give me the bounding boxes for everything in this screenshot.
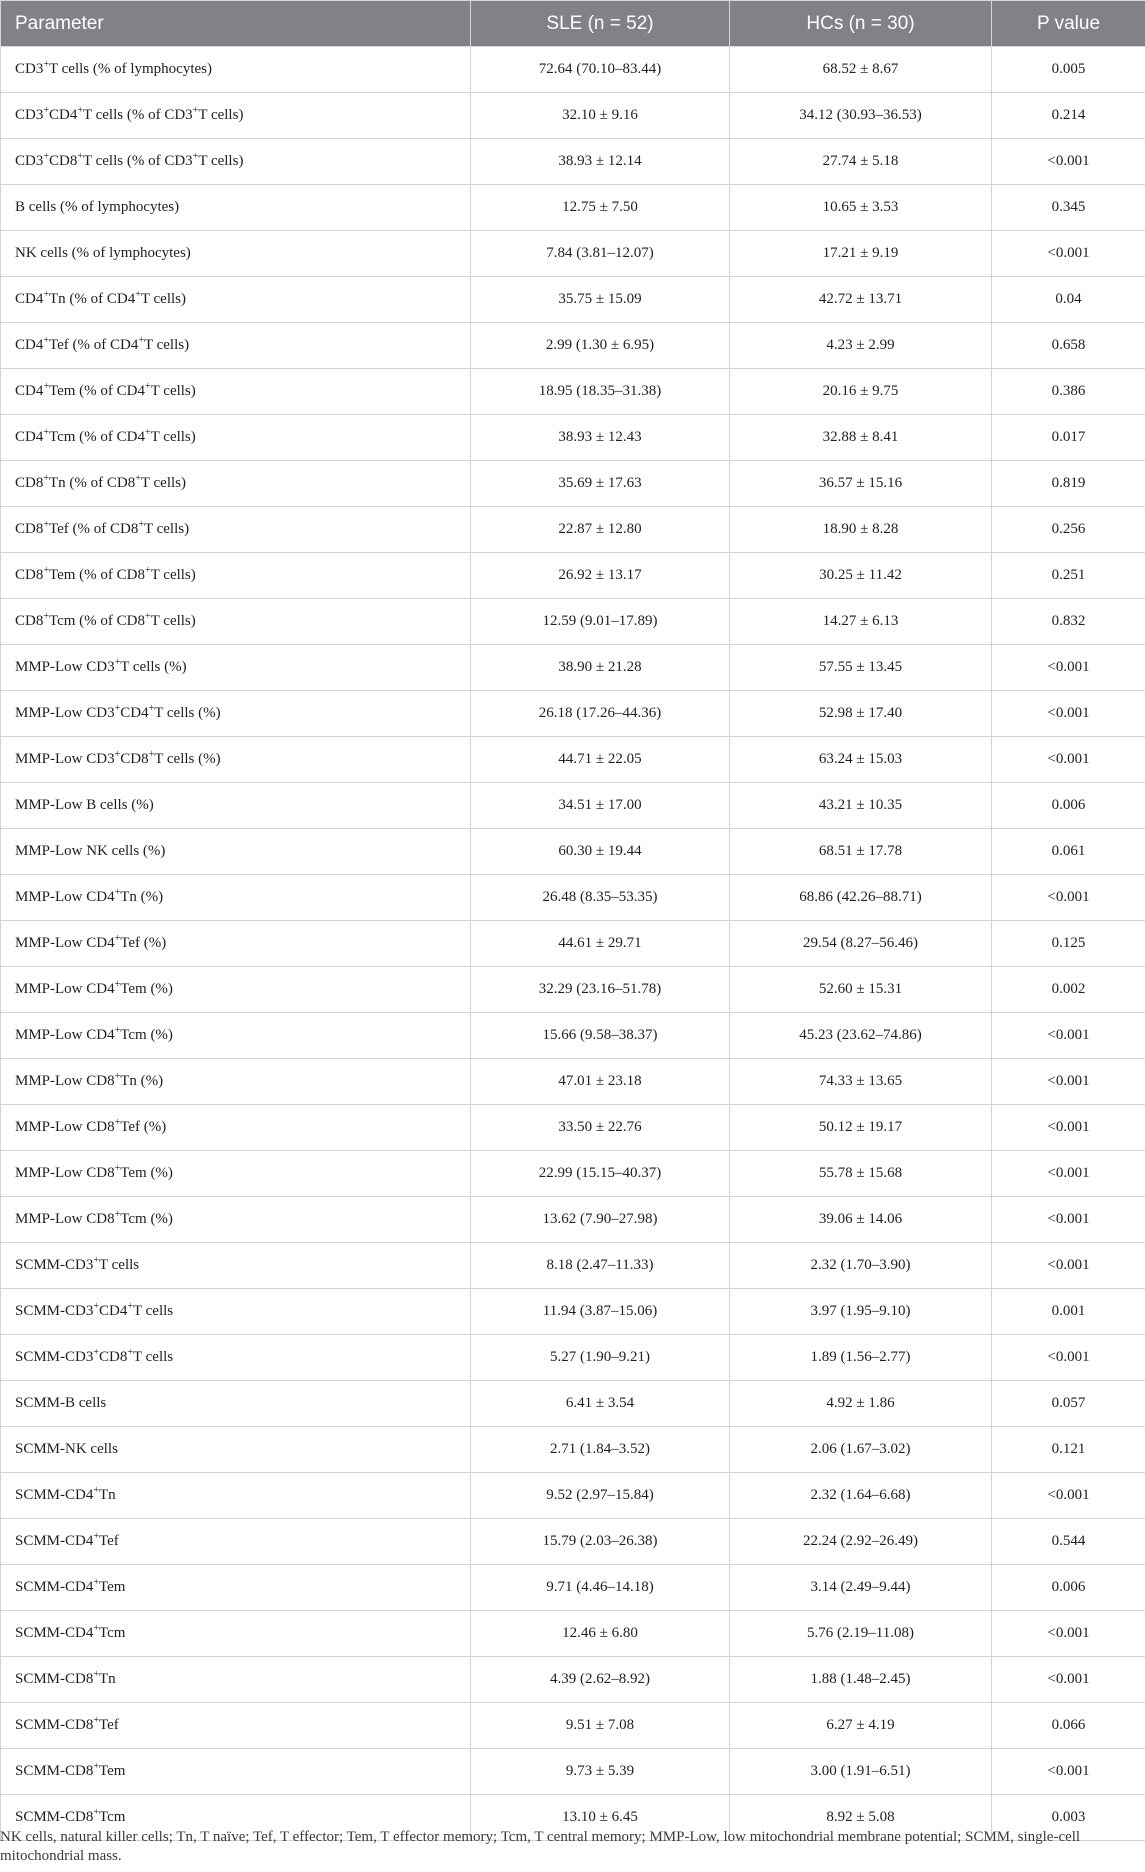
cell-parameter: CD3+T cells (% of lymphocytes)	[1, 47, 471, 93]
cell-p-value: <0.001	[992, 231, 1145, 277]
cell-sle-value: 8.18 (2.47–11.33)	[471, 1243, 730, 1289]
cell-hc-value: 29.54 (8.27–56.46)	[730, 921, 992, 967]
cell-sle-value: 9.52 (2.97–15.84)	[471, 1473, 730, 1519]
cell-sle-value: 12.75 ± 7.50	[471, 185, 730, 231]
cell-p-value: <0.001	[992, 737, 1145, 783]
cell-sle-value: 35.69 ± 17.63	[471, 461, 730, 507]
cell-sle-value: 2.99 (1.30 ± 6.95)	[471, 323, 730, 369]
table-row	[1, 461, 1145, 507]
cell-parameter: CD8+Tem (% of CD8+T cells)	[1, 553, 471, 599]
cell-p-value: <0.001	[992, 1243, 1145, 1289]
cell-sle-value: 2.71 (1.84–3.52)	[471, 1427, 730, 1473]
cell-hc-value: 22.24 (2.92–26.49)	[730, 1519, 992, 1565]
table-row	[1, 277, 1145, 323]
cell-hc-value: 3.97 (1.95–9.10)	[730, 1289, 992, 1335]
cell-p-value: <0.001	[992, 645, 1145, 691]
cell-hc-value: 2.32 (1.64–6.68)	[730, 1473, 992, 1519]
cell-hc-value: 18.90 ± 8.28	[730, 507, 992, 553]
cell-hc-value: 4.92 ± 1.86	[730, 1381, 992, 1427]
header-sle: SLE (n = 52)	[471, 1, 730, 47]
cell-p-value: <0.001	[992, 1151, 1145, 1197]
cell-parameter: MMP-Low CD3+CD4+T cells (%)	[1, 691, 471, 737]
table-row	[1, 1703, 1145, 1749]
cell-hc-value: 30.25 ± 11.42	[730, 553, 992, 599]
header-hcs: HCs (n = 30)	[730, 1, 992, 47]
cell-parameter: SCMM-CD3+CD8+T cells	[1, 1335, 471, 1381]
cell-parameter: MMP-Low CD3+CD8+T cells (%)	[1, 737, 471, 783]
cell-p-value: <0.001	[992, 139, 1145, 185]
table-row	[1, 1473, 1145, 1519]
cell-p-value: 0.006	[992, 783, 1145, 829]
cell-sle-value: 35.75 ± 15.09	[471, 277, 730, 323]
cell-hc-value: 2.06 (1.67–3.02)	[730, 1427, 992, 1473]
cell-parameter: SCMM-CD4+Tcm	[1, 1611, 471, 1657]
cell-parameter: MMP-Low CD4+Tem (%)	[1, 967, 471, 1013]
cell-hc-value: 55.78 ± 15.68	[730, 1151, 992, 1197]
cell-sle-value: 44.71 ± 22.05	[471, 737, 730, 783]
cell-hc-value: 20.16 ± 9.75	[730, 369, 992, 415]
cell-hc-value: 36.57 ± 15.16	[730, 461, 992, 507]
cell-hc-value: 68.86 (42.26–88.71)	[730, 875, 992, 921]
cell-p-value: 0.061	[992, 829, 1145, 875]
cell-sle-value: 32.29 (23.16–51.78)	[471, 967, 730, 1013]
cell-hc-value: 50.12 ± 19.17	[730, 1105, 992, 1151]
cell-hc-value: 8.92 ± 5.08	[730, 1795, 992, 1841]
cell-sle-value: 9.73 ± 5.39	[471, 1749, 730, 1795]
cell-sle-value: 26.92 ± 13.17	[471, 553, 730, 599]
cell-parameter: SCMM-CD8+Tem	[1, 1749, 471, 1795]
table-row	[1, 1519, 1145, 1565]
cell-p-value: 0.003	[992, 1795, 1145, 1841]
cell-hc-value: 32.88 ± 8.41	[730, 415, 992, 461]
cell-hc-value: 68.52 ± 8.67	[730, 47, 992, 93]
cell-hc-value: 42.72 ± 13.71	[730, 277, 992, 323]
cell-parameter: SCMM-CD8+Tcm	[1, 1795, 471, 1841]
cell-hc-value: 2.32 (1.70–3.90)	[730, 1243, 992, 1289]
cell-sle-value: 33.50 ± 22.76	[471, 1105, 730, 1151]
cell-sle-value: 15.79 (2.03–26.38)	[471, 1519, 730, 1565]
table-row	[1, 1427, 1145, 1473]
cell-p-value: 0.658	[992, 323, 1145, 369]
cell-sle-value: 5.27 (1.90–9.21)	[471, 1335, 730, 1381]
cell-sle-value: 72.64 (70.10–83.44)	[471, 47, 730, 93]
cell-p-value: 0.017	[992, 415, 1145, 461]
cell-hc-value: 27.74 ± 5.18	[730, 139, 992, 185]
cell-p-value: 0.001	[992, 1289, 1145, 1335]
table-row	[1, 231, 1145, 277]
cell-parameter: MMP-Low CD8+Tem (%)	[1, 1151, 471, 1197]
cell-sle-value: 12.59 (9.01–17.89)	[471, 599, 730, 645]
cell-hc-value: 45.23 (23.62–74.86)	[730, 1013, 992, 1059]
cell-sle-value: 15.66 (9.58–38.37)	[471, 1013, 730, 1059]
cell-parameter: MMP-Low CD8+Tcm (%)	[1, 1197, 471, 1243]
cell-p-value: <0.001	[992, 1657, 1145, 1703]
cell-p-value: 0.544	[992, 1519, 1145, 1565]
table-row	[1, 1611, 1145, 1657]
cell-sle-value: 11.94 (3.87–15.06)	[471, 1289, 730, 1335]
cell-hc-value: 14.27 ± 6.13	[730, 599, 992, 645]
cell-p-value: 0.345	[992, 185, 1145, 231]
cell-hc-value: 6.27 ± 4.19	[730, 1703, 992, 1749]
cell-parameter: MMP-Low CD3+T cells (%)	[1, 645, 471, 691]
table-row	[1, 185, 1145, 231]
cell-parameter: SCMM-CD8+Tef	[1, 1703, 471, 1749]
cell-parameter: CD8+Tn (% of CD8+T cells)	[1, 461, 471, 507]
cell-parameter: CD4+Tcm (% of CD4+T cells)	[1, 415, 471, 461]
cell-parameter: CD8+Tcm (% of CD8+T cells)	[1, 599, 471, 645]
header-row	[1, 1, 1145, 47]
cell-sle-value: 6.41 ± 3.54	[471, 1381, 730, 1427]
table-row	[1, 783, 1145, 829]
cell-p-value: <0.001	[992, 691, 1145, 737]
cell-p-value: <0.001	[992, 1197, 1145, 1243]
header-p-value: P value	[992, 1, 1145, 47]
cell-parameter: MMP-Low B cells (%)	[1, 783, 471, 829]
table-row	[1, 1105, 1145, 1151]
cell-hc-value: 1.88 (1.48–2.45)	[730, 1657, 992, 1703]
table-row	[1, 369, 1145, 415]
cell-p-value: 0.819	[992, 461, 1145, 507]
table-row	[1, 415, 1145, 461]
cell-p-value: 0.005	[992, 47, 1145, 93]
cell-parameter: SCMM-CD4+Tef	[1, 1519, 471, 1565]
cell-p-value: <0.001	[992, 1473, 1145, 1519]
cell-sle-value: 12.46 ± 6.80	[471, 1611, 730, 1657]
cell-hc-value: 3.00 (1.91–6.51)	[730, 1749, 992, 1795]
cell-parameter: CD3+CD8+T cells (% of CD3+T cells)	[1, 139, 471, 185]
cell-hc-value: 5.76 (2.19–11.08)	[730, 1611, 992, 1657]
cell-p-value: 0.251	[992, 553, 1145, 599]
cell-parameter: CD3+CD4+T cells (% of CD3+T cells)	[1, 93, 471, 139]
table-row	[1, 967, 1145, 1013]
cell-hc-value: 34.12 (30.93–36.53)	[730, 93, 992, 139]
cell-parameter: MMP-Low CD4+Tcm (%)	[1, 1013, 471, 1059]
table-row	[1, 1381, 1145, 1427]
cell-parameter: CD4+Tem (% of CD4+T cells)	[1, 369, 471, 415]
cell-sle-value: 32.10 ± 9.16	[471, 93, 730, 139]
cell-hc-value: 4.23 ± 2.99	[730, 323, 992, 369]
cell-p-value: <0.001	[992, 1105, 1145, 1151]
cell-p-value: <0.001	[992, 1611, 1145, 1657]
table-row	[1, 1749, 1145, 1795]
table-row	[1, 829, 1145, 875]
cell-hc-value: 39.06 ± 14.06	[730, 1197, 992, 1243]
table-row	[1, 1151, 1145, 1197]
table-row	[1, 1565, 1145, 1611]
cell-hc-value: 57.55 ± 13.45	[730, 645, 992, 691]
cell-sle-value: 38.93 ± 12.14	[471, 139, 730, 185]
cell-hc-value: 17.21 ± 9.19	[730, 231, 992, 277]
cell-p-value: <0.001	[992, 875, 1145, 921]
cell-sle-value: 60.30 ± 19.44	[471, 829, 730, 875]
cell-sle-value: 9.51 ± 7.08	[471, 1703, 730, 1749]
cell-sle-value: 38.93 ± 12.43	[471, 415, 730, 461]
cell-hc-value: 52.60 ± 15.31	[730, 967, 992, 1013]
table-row	[1, 1289, 1145, 1335]
cell-sle-value: 7.84 (3.81–12.07)	[471, 231, 730, 277]
table-row	[1, 553, 1145, 599]
cell-hc-value: 63.24 ± 15.03	[730, 737, 992, 783]
cell-sle-value: 26.18 (17.26–44.36)	[471, 691, 730, 737]
cell-p-value: 0.002	[992, 967, 1145, 1013]
cell-parameter: CD8+Tef (% of CD8+T cells)	[1, 507, 471, 553]
cell-hc-value: 10.65 ± 3.53	[730, 185, 992, 231]
cell-sle-value: 26.48 (8.35–53.35)	[471, 875, 730, 921]
cell-p-value: <0.001	[992, 1013, 1145, 1059]
cell-hc-value: 68.51 ± 17.78	[730, 829, 992, 875]
table-row	[1, 691, 1145, 737]
cell-sle-value: 18.95 (18.35–31.38)	[471, 369, 730, 415]
cell-hc-value: 3.14 (2.49–9.44)	[730, 1565, 992, 1611]
table-row	[1, 507, 1145, 553]
table-row	[1, 1657, 1145, 1703]
cell-parameter: MMP-Low NK cells (%)	[1, 829, 471, 875]
cell-hc-value: 74.33 ± 13.65	[730, 1059, 992, 1105]
cell-p-value: 0.386	[992, 369, 1145, 415]
cell-sle-value: 34.51 ± 17.00	[471, 783, 730, 829]
table-row	[1, 737, 1145, 783]
cell-parameter: SCMM-NK cells	[1, 1427, 471, 1473]
cell-hc-value: 1.89 (1.56–2.77)	[730, 1335, 992, 1381]
cell-p-value: 0.121	[992, 1427, 1145, 1473]
cell-p-value: 0.066	[992, 1703, 1145, 1749]
table-row	[1, 875, 1145, 921]
cell-parameter: B cells (% of lymphocytes)	[1, 185, 471, 231]
cell-p-value: 0.125	[992, 921, 1145, 967]
cell-p-value: 0.832	[992, 599, 1145, 645]
cell-sle-value: 13.62 (7.90–27.98)	[471, 1197, 730, 1243]
cell-p-value: 0.057	[992, 1381, 1145, 1427]
cell-p-value: <0.001	[992, 1749, 1145, 1795]
header-parameter: Parameter	[1, 1, 471, 47]
table-body	[1, 47, 1145, 1841]
cell-parameter: SCMM-CD4+Tn	[1, 1473, 471, 1519]
cell-p-value: <0.001	[992, 1059, 1145, 1105]
cell-hc-value: 52.98 ± 17.40	[730, 691, 992, 737]
cell-sle-value: 38.90 ± 21.28	[471, 645, 730, 691]
table-row	[1, 47, 1145, 93]
cell-p-value: 0.006	[992, 1565, 1145, 1611]
cell-sle-value: 22.87 ± 12.80	[471, 507, 730, 553]
cell-sle-value: 13.10 ± 6.45	[471, 1795, 730, 1841]
cell-parameter: SCMM-CD4+Tem	[1, 1565, 471, 1611]
table-row	[1, 1059, 1145, 1105]
cell-p-value: 0.256	[992, 507, 1145, 553]
cell-parameter: SCMM-CD3+CD4+T cells	[1, 1289, 471, 1335]
table-row	[1, 645, 1145, 691]
cell-parameter: SCMM-CD8+Tn	[1, 1657, 471, 1703]
table-footnote: NK cells, natural killer cells; Tn, T naïve; Tef, T effector; Tem, T effector memory; Tcm, T central memory; MMP-Low, low mitochondrial membrane potential; SCMM, single-cell mitochondrial mass.	[0, 1829, 1081, 1864]
cell-sle-value: 4.39 (2.62–8.92)	[471, 1657, 730, 1703]
cell-parameter: MMP-Low CD4+Tn (%)	[1, 875, 471, 921]
cell-parameter: SCMM-B cells	[1, 1381, 471, 1427]
cell-p-value: <0.001	[992, 1335, 1145, 1381]
table-row	[1, 139, 1145, 185]
table-row	[1, 1013, 1145, 1059]
table-row	[1, 93, 1145, 139]
cell-sle-value: 44.61 ± 29.71	[471, 921, 730, 967]
cell-sle-value: 9.71 (4.46–14.18)	[471, 1565, 730, 1611]
table-row	[1, 599, 1145, 645]
cell-parameter: MMP-Low CD4+Tef (%)	[1, 921, 471, 967]
cell-parameter: MMP-Low CD8+Tn (%)	[1, 1059, 471, 1105]
cell-parameter: MMP-Low CD8+Tef (%)	[1, 1105, 471, 1151]
table-row	[1, 1243, 1145, 1289]
table-row	[1, 921, 1145, 967]
cell-sle-value: 47.01 ± 23.18	[471, 1059, 730, 1105]
cell-sle-value: 22.99 (15.15–40.37)	[471, 1151, 730, 1197]
cell-parameter: CD4+Tn (% of CD4+T cells)	[1, 277, 471, 323]
cell-hc-value: 43.21 ± 10.35	[730, 783, 992, 829]
cell-p-value: 0.214	[992, 93, 1145, 139]
table-row	[1, 1335, 1145, 1381]
cell-parameter: SCMM-CD3+T cells	[1, 1243, 471, 1289]
cell-p-value: 0.04	[992, 277, 1145, 323]
table-header	[1, 1, 1145, 47]
table-row	[1, 1197, 1145, 1243]
table-row	[1, 323, 1145, 369]
cell-parameter: NK cells (% of lymphocytes)	[1, 231, 471, 277]
cell-parameter: CD4+Tef (% of CD4+T cells)	[1, 323, 471, 369]
